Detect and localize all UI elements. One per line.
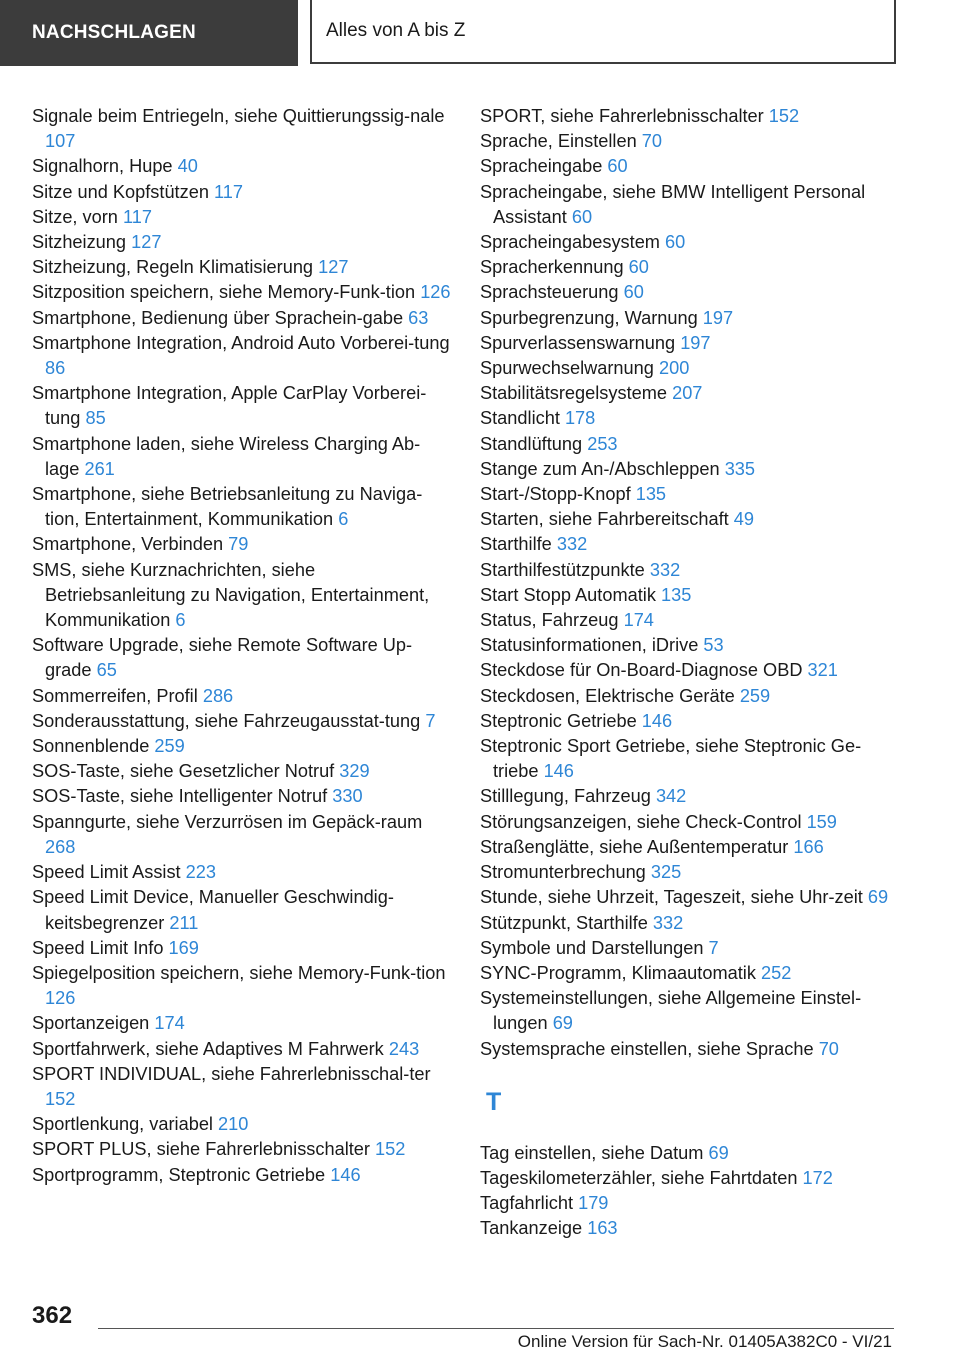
index-term: Sprache, Einstellen bbox=[480, 131, 637, 152]
index-term: Stunde, siehe Uhrzeit, Tageszeit, siehe Uhr-zeit bbox=[480, 887, 863, 908]
page-reference-link[interactable]: 166 bbox=[793, 836, 824, 857]
index-term: Statusinformationen, iDrive bbox=[480, 635, 699, 656]
page-reference-link[interactable]: 117 bbox=[214, 181, 243, 202]
index-entry bbox=[480, 381, 890, 406]
index-term: Spurbegrenzung, Warnung bbox=[480, 307, 698, 328]
index-entry bbox=[480, 784, 890, 809]
page-reference-link[interactable]: 332 bbox=[556, 534, 588, 555]
page-reference-link[interactable]: 60 bbox=[665, 232, 686, 253]
index-entry bbox=[32, 684, 452, 709]
index-entry bbox=[480, 532, 890, 557]
index-term: Starthilfe bbox=[480, 534, 552, 555]
index-term: SPORT PLUS, siehe Fahrerlebnisschalter bbox=[32, 1139, 370, 1160]
index-term: Smartphone, Verbinden bbox=[32, 534, 224, 555]
page-number: 362 bbox=[32, 1302, 73, 1329]
index-term: Signale beim Entriegeln, siehe Quittierungssig-nale bbox=[32, 106, 445, 126]
index-term: Sprachsteuerung bbox=[480, 282, 619, 303]
index-term: SPORT INDIVIDUAL, siehe Fahrerlebnisschal-ter bbox=[32, 1063, 431, 1084]
page-reference-link[interactable]: 7 bbox=[425, 710, 436, 731]
index-term: Status, Fahrzeug bbox=[480, 610, 619, 631]
index-term: Starten, siehe Fahrbereitschaft bbox=[480, 509, 729, 530]
index-term: Sonderausstattung, siehe Fahrzeugausstat-tung bbox=[32, 710, 421, 731]
page-reference-link[interactable]: 169 bbox=[168, 937, 199, 958]
section-title: NACHSCHLAGEN bbox=[32, 22, 196, 43]
index-entry bbox=[480, 911, 890, 936]
index-term: Start Stopp Automatik bbox=[480, 584, 656, 605]
page-reference-link[interactable]: 210 bbox=[218, 1114, 249, 1135]
page-reference-link[interactable]: 172 bbox=[802, 1167, 833, 1188]
index-entry bbox=[480, 154, 890, 179]
index-term: Spanngurte, siehe Verzurrösen im Gepäck-raum bbox=[32, 811, 423, 832]
page-reference-link[interactable]: 70 bbox=[641, 131, 663, 152]
index-entry bbox=[32, 810, 452, 860]
page-reference-link[interactable]: 146 bbox=[641, 710, 673, 731]
page-reference-link[interactable]: 79 bbox=[228, 534, 249, 555]
index-term: Smartphone, siehe Betriebsanleitung zu Naviga-tion, Entertainment, Kommunikation bbox=[32, 484, 423, 530]
index-term: Stange zum An-/Abschleppen bbox=[480, 458, 720, 479]
index-entry bbox=[480, 1191, 890, 1216]
page-reference-link[interactable]: 197 bbox=[702, 307, 734, 328]
index-entry bbox=[32, 1062, 452, 1112]
index-entry bbox=[32, 482, 452, 532]
index-entry bbox=[32, 936, 452, 961]
page-reference-link[interactable]: 60 bbox=[607, 156, 628, 177]
index-entry bbox=[32, 1137, 452, 1162]
page-reference-link[interactable]: 335 bbox=[724, 458, 756, 479]
index-term: Speed Limit Assist bbox=[32, 862, 181, 883]
page-reference-link[interactable]: 332 bbox=[649, 559, 681, 580]
page-reference-link[interactable]: 49 bbox=[733, 509, 754, 530]
page-reference-link[interactable]: 286 bbox=[202, 685, 234, 706]
page-reference-link[interactable]: 146 bbox=[543, 761, 574, 782]
index-term: Tankanzeige bbox=[480, 1218, 583, 1239]
index-entry bbox=[480, 961, 890, 986]
index-term: Sommerreifen, Profil bbox=[32, 685, 198, 706]
index-entry bbox=[480, 129, 890, 154]
index-entry bbox=[32, 154, 452, 179]
page-reference-link[interactable]: 85 bbox=[85, 408, 106, 429]
index-term: Sportlenkung, variabel bbox=[32, 1114, 213, 1135]
footer-text: Online Version für Sach-Nr. 01405A382C0 - VI/21 bbox=[517, 1332, 892, 1351]
index-term: Smartphone laden, siehe Wireless Charging Ab-lage bbox=[32, 433, 421, 479]
index-term: Sportprogramm, Steptronic Getriebe bbox=[32, 1164, 326, 1185]
index-entry bbox=[32, 432, 452, 482]
index-entry bbox=[480, 331, 890, 356]
page-reference-link[interactable]: 152 bbox=[768, 106, 800, 126]
page-reference-link[interactable]: 268 bbox=[45, 836, 76, 857]
page-reference-link[interactable]: 6 bbox=[338, 509, 349, 530]
index-term: Signalhorn, Hupe bbox=[32, 156, 173, 177]
index-entry bbox=[480, 608, 890, 633]
index-entry bbox=[480, 180, 890, 230]
index-term: Stabilitätsregelsysteme bbox=[480, 383, 668, 404]
index-term: Sitze, vorn bbox=[32, 206, 118, 227]
page-reference-link[interactable]: 60 bbox=[571, 206, 593, 227]
index-term: Steptronic Sport Getriebe, siehe Steptronic Ge-triebe bbox=[480, 736, 862, 782]
index-entry bbox=[32, 709, 452, 734]
index-entry bbox=[32, 1163, 452, 1188]
index-term: Steckdosen, Elektrische Geräte bbox=[480, 685, 735, 706]
page-header bbox=[0, 0, 960, 66]
index-entry bbox=[32, 331, 452, 381]
index-entry bbox=[32, 885, 452, 935]
page-reference-link[interactable]: 127 bbox=[318, 257, 349, 278]
index-entry bbox=[480, 885, 890, 910]
index-entry bbox=[480, 104, 890, 129]
index-entry bbox=[32, 1037, 452, 1062]
index-term: Symbole und Darstellungen bbox=[480, 937, 704, 958]
index-term: Stützpunkt, Starthilfe bbox=[480, 912, 648, 933]
index-entry bbox=[480, 406, 890, 431]
index-entry bbox=[32, 759, 452, 784]
index-entry bbox=[32, 961, 452, 1011]
index-entry bbox=[32, 860, 452, 885]
page-reference-link[interactable]: 86 bbox=[45, 358, 66, 379]
page-reference-link[interactable]: 40 bbox=[177, 156, 198, 177]
index-entry bbox=[480, 684, 890, 709]
index-column-right bbox=[480, 104, 890, 1242]
index-term: Steptronic Getriebe bbox=[480, 710, 637, 731]
page-reference-link[interactable]: 179 bbox=[578, 1193, 609, 1214]
page-reference-link[interactable]: 6 bbox=[175, 610, 186, 631]
page-reference-link[interactable]: 329 bbox=[339, 761, 370, 782]
index-term: SOS-Taste, siehe Intelligenter Notruf bbox=[32, 786, 328, 807]
index-entry bbox=[480, 860, 890, 885]
index-term: Start-/Stopp-Knopf bbox=[480, 484, 631, 505]
index-term: Tageskilometerzähler, siehe Fahrtdaten bbox=[480, 1167, 798, 1188]
page-reference-link[interactable]: 259 bbox=[154, 736, 185, 757]
page-reference-link[interactable]: 253 bbox=[587, 433, 618, 454]
index-entry bbox=[32, 558, 452, 634]
index-term: Spracheingabesystem bbox=[480, 232, 660, 253]
index-entry bbox=[480, 482, 890, 507]
index-term: Tag einstellen, siehe Datum bbox=[480, 1142, 704, 1163]
index-term: Smartphone Integration, Apple CarPlay Vorberei-tung bbox=[32, 383, 427, 429]
page-reference-link[interactable]: 152 bbox=[375, 1139, 406, 1160]
index-term: Sitzheizung bbox=[32, 232, 127, 253]
index-term: Software Upgrade, siehe Remote Software Up-grade bbox=[32, 635, 413, 681]
index-entry bbox=[32, 104, 452, 154]
page-reference-link[interactable]: 69 bbox=[867, 887, 889, 908]
index-entry bbox=[480, 432, 890, 457]
index-entry bbox=[480, 986, 890, 1036]
index-entry bbox=[480, 633, 890, 658]
subsection-tab bbox=[310, 0, 896, 64]
index-term: Straßenglätte, siehe Außentemperatur bbox=[480, 836, 789, 857]
index-term: Sportfahrwerk, siehe Adaptives M Fahrwerk bbox=[32, 1038, 384, 1059]
index-entry bbox=[480, 1141, 890, 1166]
index-term: SOS-Taste, siehe Gesetzlicher Notruf bbox=[32, 761, 335, 782]
index-entry bbox=[480, 280, 890, 305]
index-term: Sportanzeigen bbox=[32, 1013, 150, 1034]
index-term: Spracheingabe bbox=[480, 156, 603, 177]
index-entry bbox=[32, 734, 452, 759]
page-reference-link[interactable]: 53 bbox=[703, 635, 724, 656]
index-term: Systemeinstellungen, siehe Allgemeine Einstel-lungen bbox=[480, 988, 862, 1034]
index-entry bbox=[480, 255, 890, 280]
page-reference-link[interactable]: 107 bbox=[45, 131, 76, 152]
page-reference-link[interactable]: 174 bbox=[623, 610, 654, 631]
index-entry bbox=[480, 356, 890, 381]
page-reference-link[interactable]: 7 bbox=[708, 937, 719, 958]
index-term: Sitzposition speichern, siehe Memory-Funk-tion bbox=[32, 282, 416, 303]
index-entry bbox=[480, 230, 890, 255]
index-list-t bbox=[480, 1141, 890, 1242]
index-entry bbox=[480, 810, 890, 835]
index-term: Stilllegung, Fahrzeug bbox=[480, 786, 651, 807]
index-entry bbox=[480, 658, 890, 683]
index-entry bbox=[32, 1112, 452, 1137]
index-term: Stromunterbrechung bbox=[480, 862, 646, 883]
page-reference-link[interactable]: 223 bbox=[185, 862, 217, 883]
index-entry bbox=[32, 532, 452, 557]
page-reference-link[interactable]: 243 bbox=[388, 1038, 420, 1059]
index-entry bbox=[480, 734, 890, 784]
index-entry bbox=[32, 180, 452, 205]
index-entry bbox=[32, 381, 452, 431]
page-reference-link[interactable]: 332 bbox=[652, 912, 684, 933]
index-term: Smartphone, Bedienung über Sprachein-gabe bbox=[32, 307, 404, 328]
page-reference-link[interactable]: 63 bbox=[408, 307, 429, 328]
page-reference-link[interactable]: 211 bbox=[169, 912, 199, 933]
index-entry bbox=[32, 1011, 452, 1036]
page-reference-link[interactable]: 60 bbox=[628, 257, 649, 278]
index-term: Spurverlassenswarnung bbox=[480, 332, 676, 353]
page-reference-link[interactable]: 146 bbox=[330, 1164, 361, 1185]
page-reference-link[interactable]: 330 bbox=[332, 786, 363, 807]
index-entry bbox=[32, 306, 452, 331]
page-reference-link[interactable]: 152 bbox=[45, 1088, 76, 1109]
page-reference-link[interactable]: 126 bbox=[420, 282, 451, 303]
index-term: Störungsanzeigen, siehe Check-Control bbox=[480, 811, 802, 832]
index-term: Steckdose für On-Board-Diagnose OBD bbox=[480, 660, 803, 681]
index-term: Systemsprache einstellen, siehe Sprache bbox=[480, 1038, 814, 1059]
index-entry bbox=[480, 507, 890, 532]
page-reference-link[interactable]: 70 bbox=[818, 1038, 839, 1059]
index-list-s bbox=[480, 104, 890, 1062]
page-reference-link[interactable]: 342 bbox=[655, 786, 687, 807]
index-term: Spiegelposition speichern, siehe Memory-Funk-tion bbox=[32, 962, 446, 983]
index-entry bbox=[480, 835, 890, 860]
index-entry bbox=[480, 457, 890, 482]
footer-divider bbox=[98, 1328, 894, 1329]
index-term: Spracherkennung bbox=[480, 257, 624, 278]
index-term: Standlicht bbox=[480, 408, 560, 429]
page-reference-link[interactable]: 69 bbox=[708, 1142, 729, 1163]
page-reference-link[interactable]: 200 bbox=[658, 358, 690, 379]
page-reference-link[interactable]: 126 bbox=[45, 988, 76, 1009]
page-reference-link[interactable]: 127 bbox=[131, 232, 162, 253]
page-reference-link[interactable]: 261 bbox=[84, 458, 115, 479]
page-reference-link[interactable]: 135 bbox=[660, 584, 692, 605]
index-term: Sitzheizung, Regeln Klimatisierung bbox=[32, 257, 314, 278]
index-column-left bbox=[32, 104, 452, 1188]
index-entry bbox=[480, 306, 890, 331]
section-tab bbox=[0, 0, 298, 66]
index-term: Sitze und Kopfstützen bbox=[32, 181, 209, 202]
index-entry bbox=[480, 583, 890, 608]
page-reference-link[interactable]: 259 bbox=[739, 685, 771, 706]
index-term: Spurwechselwarnung bbox=[480, 358, 654, 379]
page-reference-link[interactable]: 65 bbox=[96, 660, 117, 681]
page-reference-link[interactable]: 178 bbox=[564, 408, 596, 429]
index-term: SPORT, siehe Fahrerlebnisschalter bbox=[480, 106, 764, 126]
index-entry bbox=[480, 936, 890, 961]
index-term: Speed Limit Device, Manueller Geschwindig-keitsbegrenzer bbox=[32, 887, 394, 933]
index-term: Speed Limit Info bbox=[32, 937, 164, 958]
index-entry bbox=[480, 1037, 890, 1062]
page-reference-link[interactable]: 69 bbox=[552, 1013, 573, 1034]
index-term: Smartphone Integration, Android Auto Vorberei-tung bbox=[32, 332, 450, 353]
page-reference-link[interactable]: 252 bbox=[760, 962, 792, 983]
page-reference-link[interactable]: 321 bbox=[807, 660, 838, 681]
index-entry bbox=[480, 709, 890, 734]
index-entry bbox=[32, 784, 452, 809]
index-entry bbox=[32, 230, 452, 255]
index-entry bbox=[480, 1216, 890, 1241]
page-reference-link[interactable]: 163 bbox=[587, 1218, 618, 1239]
index-entry bbox=[480, 558, 890, 583]
index-entry bbox=[480, 1166, 890, 1191]
index-term: Starthilfestützpunkte bbox=[480, 559, 645, 580]
page-reference-link[interactable]: 207 bbox=[672, 383, 703, 404]
index-term: SMS, siehe Kurznachrichten, siehe Betriebsanleitung zu Navigation, Entertainment, Kommunikation bbox=[32, 559, 430, 631]
index-term: Standlüftung bbox=[480, 433, 583, 454]
page-reference-link[interactable]: 159 bbox=[806, 811, 837, 832]
section-letter: T bbox=[486, 1087, 502, 1116]
page-reference-link[interactable]: 117 bbox=[122, 206, 152, 227]
index-entry bbox=[32, 633, 452, 683]
index-term: Sonnenblende bbox=[32, 736, 150, 757]
index-entry bbox=[32, 205, 452, 230]
page-reference-link[interactable]: 60 bbox=[623, 282, 644, 303]
index-term: SYNC-Programm, Klimaautomatik bbox=[480, 962, 756, 983]
page-reference-link[interactable]: 325 bbox=[650, 862, 682, 883]
page-reference-link[interactable]: 135 bbox=[635, 484, 667, 505]
index-term: Tagfahrlicht bbox=[480, 1193, 574, 1214]
index-entry bbox=[32, 255, 452, 280]
index-entry bbox=[32, 280, 452, 305]
page-reference-link[interactable]: 197 bbox=[680, 332, 711, 353]
index-term: Spracheingabe, siehe BMW Intelligent Personal Assistant bbox=[480, 181, 866, 227]
subsection-title: Alles von A bis Z bbox=[326, 20, 466, 41]
page-reference-link[interactable]: 174 bbox=[154, 1013, 185, 1034]
